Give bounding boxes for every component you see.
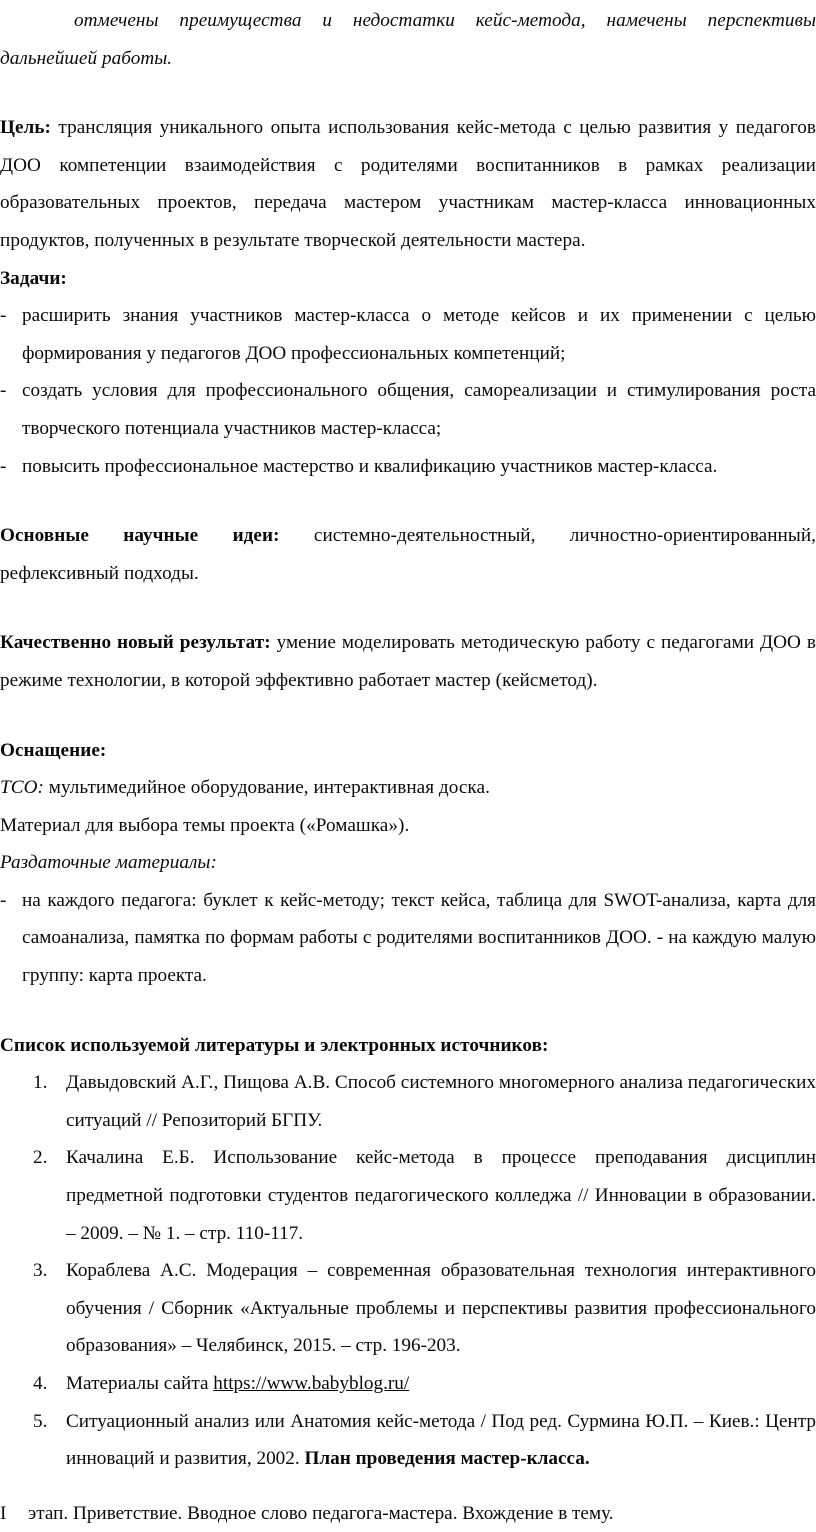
task-item [0,372,816,447]
spacer [0,995,816,1027]
intro-paragraph: отмечены преимущества и недостатки кейс-метода, намечены перспективы дальнейшей работы. [0,10,816,69]
task-item [0,448,816,486]
new-result-label: Качественно новый результат: [0,632,271,654]
spacer [0,77,816,109]
stage-line [0,1495,816,1532]
material-line: Материал для выбора темы проекта («Ромашка»). [0,814,410,836]
handout-text: на каждого педагога: буклет к кейс-методу; текст кейса, таблица для SWOT-анализа, карта для самоанализа, памятка по формам работы с родителями воспитанников ДОО. - на каждую малую группу: карта проекта. [22,889,816,987]
new-result-paragraph [0,624,816,699]
spacer [0,1478,816,1495]
reference-item [0,1365,816,1403]
main-ideas-paragraph [0,517,816,592]
reference-text: Кораблева А.С. Модерация – современная образовательная технология интерактивного обучения / Сборник «Актуальные проблемы и перспективы развития профессионального образования» – Челябинск, 2015. – стр. 196-203. [66,1260,816,1357]
babyblog-link[interactable]: https://www.babyblog.ru/ [213,1373,410,1394]
references-list [0,1064,816,1478]
plan-heading: План проведения мастер-класса. [304,1448,590,1470]
reference-text: Качалина Е.Б. Использование кейс-метода в процессе преподавания дисциплин предметной подготовки студентов педагогического колледжа // Инновации в образовании. – 2009. – № 1. – стр. 110-117. [66,1147,816,1244]
spacer [0,700,816,732]
stage-text: этап. Приветствие. Вводное слово педагога-мастера. Вхождение в тему. [28,1502,614,1524]
reference-number: 1. [33,1072,48,1094]
task-text: расширить знания участников мастер-класса о методе кейсов и их применении с целью формирования у педагогов ДОО профессиональных компетенций; [22,305,816,364]
stage-roman-numeral: I [0,1502,7,1524]
tso-label: ТСО: [0,777,44,799]
references-heading [0,1027,816,1065]
reference-item [0,1252,816,1365]
reference-item [0,1403,816,1478]
main-ideas-label: Основные научные идеи: [0,525,280,547]
task-text: повысить профессиональное мастерство и квалификацию участников мастер-класса. [22,455,718,477]
tasks-list [0,297,816,485]
dash-marker: - [0,455,7,477]
reference-text-prefix: Материалы сайта [66,1373,214,1394]
reference-text: Ситуационный анализ или Анатомия кейс-метода / Под ред. Сурмина Ю.П. – Киев.: Центр инноваций и развития, 2002. [66,1410,816,1470]
references-label: Список используемой литературы и электронных источников: [0,1034,549,1056]
main-ideas-text: системно-деятельностный, личностно-ориентированный, рефлексивный подходы. [0,525,816,584]
dash-marker: - [0,305,7,327]
dash-marker: - [0,380,7,402]
goal-paragraph [0,109,816,259]
handouts-label: Раздаточные материалы: [0,852,217,874]
tasks-heading [0,260,816,298]
tasks-label: Задачи: [0,267,67,289]
goal-text: трансляция уникального опыта использования кейс-метода с целью развития у педагогов ДОО компетенции взаимодействия с родителями воспитанников в рамках реализации образовательных проектов, передача мастером участникам мастер-класса инновационных продуктов, полученных в результате творческой деятельности мастера. [0,117,816,251]
new-result-text: умение моделировать методическую работу с педагогами ДОО в режиме технологии, в которой эффективно работает мастер (кейсметод). [0,632,816,691]
reference-text: Давыдовский А.Г., Пищова А.В. Способ системного многомерного анализа педагогических ситуаций // Репозиторий БГПУ. [66,1072,816,1131]
equipment-label: Оснащение: [0,739,107,761]
task-text: создать условия для профессионального общения, самореализации и стимулирования роста творческого потенциала участников мастер-класса; [22,380,816,439]
tso-text: мультимедийное оборудование, интерактивная доска. [48,777,490,799]
tso-line [0,769,816,807]
dash-marker: - [0,889,7,911]
equipment-heading [0,732,816,770]
reference-number: 2. [33,1147,48,1169]
reference-number: 3. [33,1260,48,1282]
reference-item [0,1139,816,1252]
goal-label: Цель: [0,117,51,139]
reference-number: 5. [33,1410,48,1432]
task-item [0,297,816,372]
spacer [0,485,816,517]
spacer [0,592,816,624]
handout-item [0,882,816,995]
reference-number: 4. [33,1373,48,1394]
handouts-list [0,882,816,995]
reference-item [0,1064,816,1139]
